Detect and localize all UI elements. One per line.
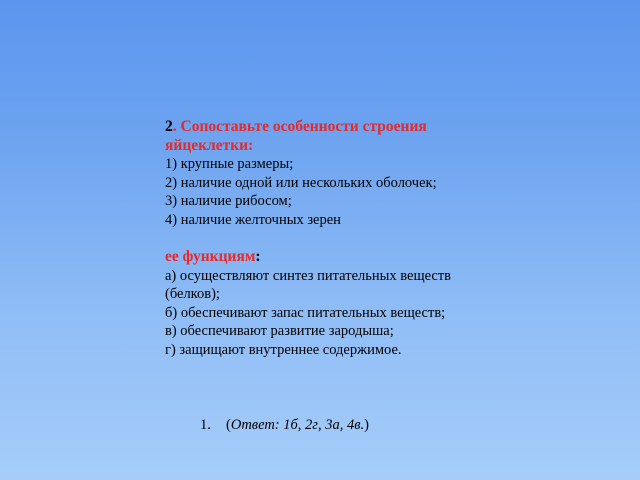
feature-item: 4) наличие желточных зерен	[165, 211, 341, 228]
question-title-text: . Сопоставьте особенности строения яйцеклетки:	[165, 118, 427, 154]
answer-line	[200, 417, 369, 434]
answer-open-paren: (	[226, 417, 231, 433]
question-block	[165, 118, 485, 359]
answer-list-number: 1.	[200, 417, 211, 433]
function-item: а) осуществляют синтез питательных веществ (белков);	[165, 267, 452, 302]
function-item: г) защищают внутреннее содержимое.	[165, 341, 402, 358]
spacer	[165, 229, 485, 248]
function-item: б) обеспечивают запас питательных веществ;	[165, 304, 446, 321]
feature-item: 3) наличие рибосом;	[165, 193, 292, 209]
functions-heading-text: ее функциям	[165, 248, 256, 265]
functions-heading	[165, 248, 485, 267]
feature-item: 1) крупные размеры;	[165, 156, 294, 172]
question-number: 2	[165, 118, 173, 135]
feature-item: 2) наличие одной или нескольких оболочек;	[165, 174, 437, 191]
functions-heading-colon: :	[255, 248, 261, 265]
features-list	[165, 155, 485, 229]
answer-text: Ответ: 1б, 2г, 3а, 4в.	[230, 417, 365, 433]
function-item: в) обеспечивают развитие зародыша;	[165, 323, 394, 339]
functions-list	[165, 267, 485, 360]
question-title	[165, 118, 485, 155]
answer-close-paren: )	[364, 417, 369, 433]
